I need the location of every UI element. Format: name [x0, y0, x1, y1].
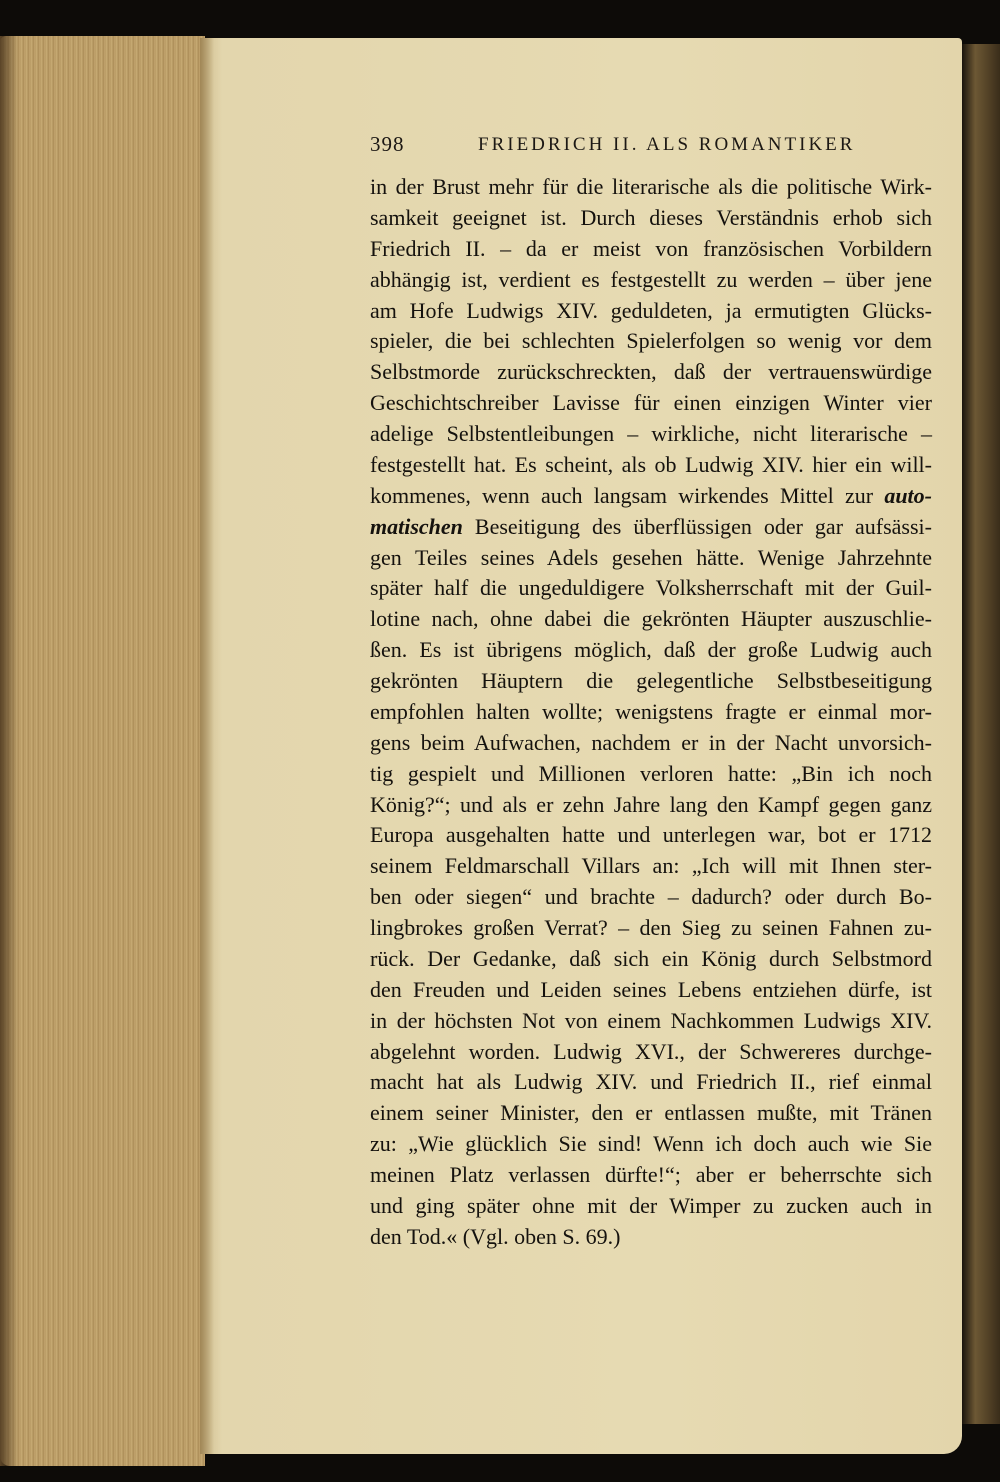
text-line: in der Brust mehr für die literarische als die politische Wirk-	[370, 174, 932, 199]
emphasized-word: auto-	[884, 482, 932, 508]
text-line: adelige Selbstentleibungen – wirkliche, nicht literarische –	[370, 421, 932, 446]
text-line: Europa ausgehalten hatte und unterlegen war, bot er 1712	[370, 822, 932, 848]
edge-shadow	[0, 36, 18, 1466]
text-line: in der höchsten Not von einem Nachkommen Ludwigs XIV.	[370, 1007, 932, 1033]
text-line: den Freuden und Leiden seines Lebens entziehen dürfe, ist	[370, 976, 932, 1002]
text-line: abhängig ist, verdient es festgestellt zu werden – über jene	[370, 266, 932, 292]
text-line: später half die ungeduldigere Volksherrschaft mit der Guil-	[370, 575, 932, 601]
text-line: macht hat als Ludwig XIV. und Friedrich II., rief einmal	[370, 1069, 932, 1095]
text-line: festgestellt hat. Es scheint, als ob Ludwig XIV. hier ein will-	[370, 451, 932, 477]
page-header	[370, 132, 930, 168]
text-line: lingbrokes großen Verrat? – den Sieg zu seinen Fahnen zu-	[370, 915, 932, 940]
text-segment: Beseitigung des überflüssigen oder gar aufsässi-	[462, 513, 932, 539]
emphasized-word: matischen	[370, 513, 463, 539]
page-number: 398	[370, 132, 405, 156]
text-line: am Hofe Ludwigs XIV. geduldeten, ja ermutigten Glücks-	[370, 297, 932, 323]
text-line: meinen Platz verlassen dürfte!“; aber er beherrschte sich	[370, 1162, 932, 1187]
text-line: Friedrich II. – da er meist von französischen Vorbildern	[370, 235, 932, 261]
text-line: ßen. Es ist übrigens möglich, daß der große Ludwig auch	[370, 637, 932, 663]
right-page-edge	[962, 44, 1000, 1424]
text-line: gen Teiles seines Adels gesehen hätte. Wenige Jahrzehnte	[370, 544, 932, 570]
page-gutter	[200, 38, 214, 1454]
text-line: samkeit geeignet ist. Durch dieses Verständnis erhob sich	[370, 204, 932, 230]
text-line: zu: „Wie glücklich Sie sind! Wenn ich doch auch wie Sie	[370, 1131, 932, 1157]
text-line: lotine nach, ohne dabei die gekrönten Häupter auszuschlie-	[370, 606, 932, 632]
text-line	[370, 512, 932, 543]
text-line: Selbstmorde zurückschreckten, daß der vertrauenswürdige	[370, 359, 932, 385]
text-line: tig gespielt und Millionen verloren hatte: „Bin ich noch	[370, 760, 932, 786]
left-page-edges	[0, 36, 205, 1466]
body-text	[370, 172, 932, 1253]
text-line: abgelehnt worden. Ludwig XVI., der Schwereres durchge-	[370, 1038, 932, 1064]
text-line: spieler, die bei schlechten Spielerfolgen so wenig vor dem	[370, 328, 932, 354]
text-segment: kommenes, wenn auch langsam wirkendes Mittel zur	[370, 482, 885, 508]
text-line: seinem Feldmarschall Villars an: „Ich will mit Ihnen ster-	[370, 853, 932, 879]
text-line: gens beim Aufwachen, nachdem er in der Nacht unvorsich-	[370, 729, 932, 755]
text-line: rück. Der Gedanke, daß sich ein König durch Selbstmord	[370, 945, 932, 971]
text-line: und ging später ohne mit der Wimper zu zucken auch in	[370, 1192, 932, 1218]
running-title: FRIEDRICH II. ALS ROMANTIKER	[478, 134, 856, 155]
text-line: gekrönten Häuptern die gelegentliche Selbstbeseitigung	[370, 668, 932, 693]
text-line: Geschichtschreiber Lavisse für einen einzigen Winter vier	[370, 390, 932, 416]
text-line: König?“; und als er zehn Jahre lang den Kampf gegen ganz	[370, 791, 932, 817]
text-line: empfohlen halten wollte; wenigstens fragte er einmal mor-	[370, 698, 932, 724]
text-line	[370, 481, 932, 512]
text-line: ben oder siegen“ und brachte – dadurch? oder durch Bo-	[370, 884, 932, 910]
text-line: den Tod.« (Vgl. oben S. 69.)	[370, 1223, 621, 1249]
text-line: einem seiner Minister, den er entlassen mußte, mit Tränen	[370, 1100, 932, 1126]
